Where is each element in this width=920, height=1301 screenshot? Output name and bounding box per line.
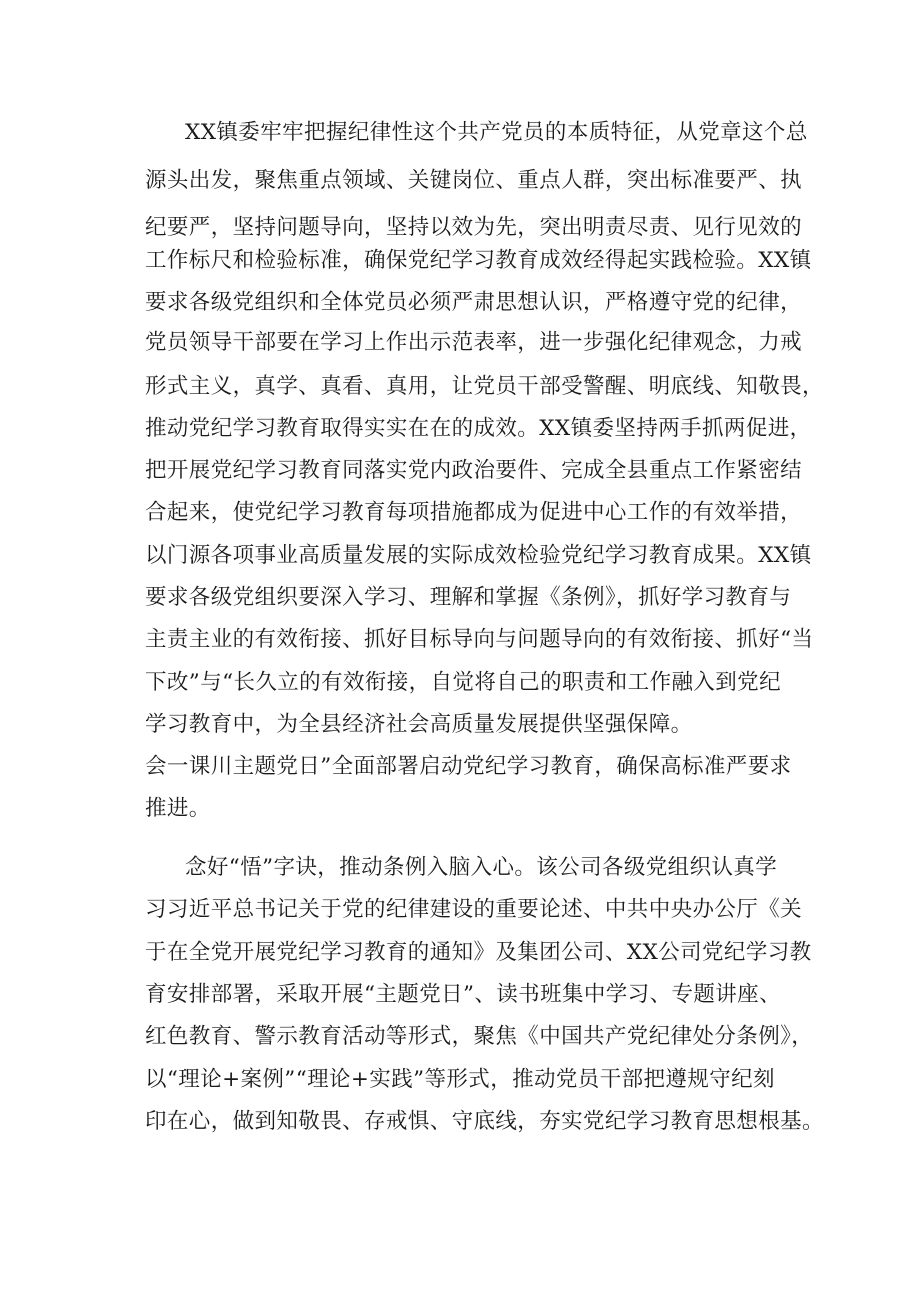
text-line: 工作标尺和检验标准，确保党纪学习教育成效经得起实践检验。XX镇: [145, 248, 812, 273]
text-line: 育安排部署，采取开展“主题党日”、读书班集中学习、专题讲座、: [145, 982, 781, 1007]
text-line: 红色教育、警示教育活动等形式，聚焦《中国共产党纪律处分条例》，: [145, 1024, 814, 1049]
text-line: 学习教育中，为全县经济社会高质量发展提供坚强保障。: [145, 712, 693, 737]
text-line: 主责主业的有效衔接、抓好目标导向与问题导向的有效衔接、抓好“当: [145, 627, 814, 652]
text-line: 推进。: [145, 796, 211, 821]
text-line: 下改”与“长久立的有效衔接，自觉将自己的职责和工作融入到党纪: [145, 670, 781, 695]
text-line: 把开展党纪学习教育同落实党内政治要件、完成全县重点工作紧密结: [145, 458, 803, 483]
text-line: 习习近平总书记关于党的纪律建设的重要论述、中共中央办公厅《关: [145, 897, 803, 922]
text-line: XX镇委牢牢把握纪律性这个共产党员的本质特征，从党章这个总: [185, 120, 808, 145]
text-line: 念好“悟”字诀，推动条例入脑入心。该公司各级党组织认真学: [185, 855, 778, 880]
text-line: 印在心，做到知敬畏、存戒惧、守底线，夯实党纪学习教育思想根基。: [145, 1109, 824, 1134]
text-line: 以“理论+案例”“理论+实践”等形式，推动党员干部把遵规守纪刻: [145, 1067, 775, 1092]
text-line: 要求各级党组织和全体党员必须严肃思想认识，严格遵守党的纪律，: [145, 290, 803, 315]
text-line: 以门源各项事业高质量发展的实际成效检验党纪学习教育成果。XX镇: [145, 543, 812, 568]
text-line: 于在全党开展党纪学习教育的通知》及集团公司、XX公司党纪学习教: [145, 940, 812, 965]
text-line: 纪要严，坚持问题导向，坚持以效为先，突出明责尽责、见行见效的: [145, 215, 803, 240]
text-line: 合起来，使党纪学习教育每项措施都成为促进中心工作的有效举措，: [145, 500, 803, 525]
text-line: 会一课川主题党日”全面部署启动党纪学习教育，确保高标准严要求: [145, 754, 792, 779]
text-line: 形式主义，真学、真看、真用，让党员干部受警醒、明底线、知敬畏，: [145, 374, 824, 399]
text-line: 要求各级党组织要深入学习、理解和掌握《条例》，抓好学习教育与: [145, 585, 792, 610]
text-line: 推动党纪学习教育取得实实在在的成效。XX镇委坚持两手抓两促进，: [145, 416, 812, 441]
text-line: 党员领导干部要在学习上作出示范表率，进一步强化纪律观念，力戒: [145, 330, 803, 355]
text-line: 源头出发，聚焦重点领域、关键岗位、重点人群，突出标准要严、执: [145, 168, 803, 193]
